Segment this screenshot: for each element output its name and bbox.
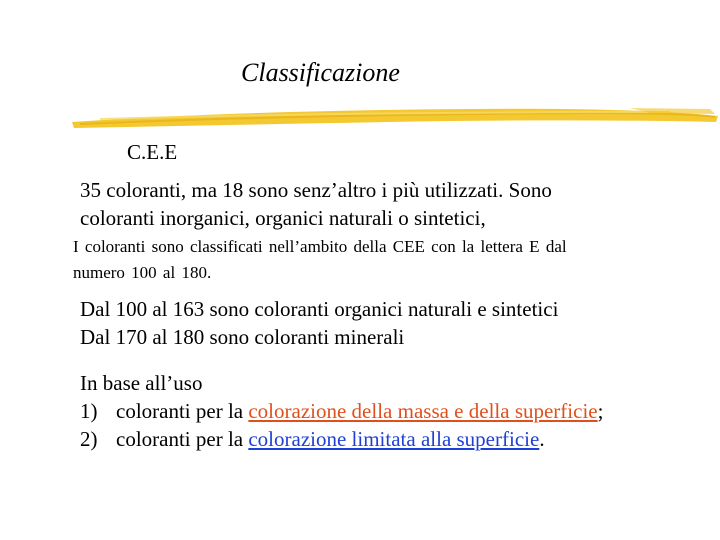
brush-stroke-divider bbox=[70, 100, 720, 132]
list-item-prefix: coloranti per la bbox=[116, 427, 249, 451]
list-item-suffix: . bbox=[539, 427, 545, 451]
text-line: numero 100 al 180. bbox=[73, 263, 212, 282]
text-line: coloranti inorganici, organici naturali o sintetici, bbox=[80, 206, 486, 230]
text-line: I coloranti sono classificati nell’ambito della CEE con la lettera E dal bbox=[73, 237, 567, 256]
list-number: 2) bbox=[80, 427, 98, 451]
section-label-cee: C.E.E bbox=[127, 140, 178, 164]
list-item bbox=[80, 397, 603, 425]
text-line: Dal 170 al 180 sono coloranti minerali bbox=[80, 325, 405, 349]
list-number: 1) bbox=[80, 399, 98, 423]
text-line: Dal 100 al 163 sono coloranti organici naturali e sintetici bbox=[80, 297, 559, 321]
paragraph-number-ranges bbox=[80, 295, 558, 351]
paragraph-cee-classification bbox=[73, 234, 567, 286]
list-item-suffix: ; bbox=[597, 399, 604, 423]
list-item bbox=[80, 425, 603, 453]
link-colorazione-massa[interactable]: colorazione della massa e della superficie bbox=[248, 399, 598, 423]
text-line: 35 coloranti, ma 18 sono senz’altro i più utilizzati. Sono bbox=[80, 178, 552, 202]
link-colorazione-superficie[interactable]: colorazione limitata alla superficie bbox=[248, 427, 540, 451]
list-intro: In base all’uso bbox=[80, 371, 203, 395]
paragraph-usage-list bbox=[80, 369, 603, 453]
paragraph-coloranti-count bbox=[80, 176, 552, 232]
list-item-prefix: coloranti per la bbox=[116, 399, 249, 423]
page-title: Classificazione bbox=[241, 58, 400, 87]
